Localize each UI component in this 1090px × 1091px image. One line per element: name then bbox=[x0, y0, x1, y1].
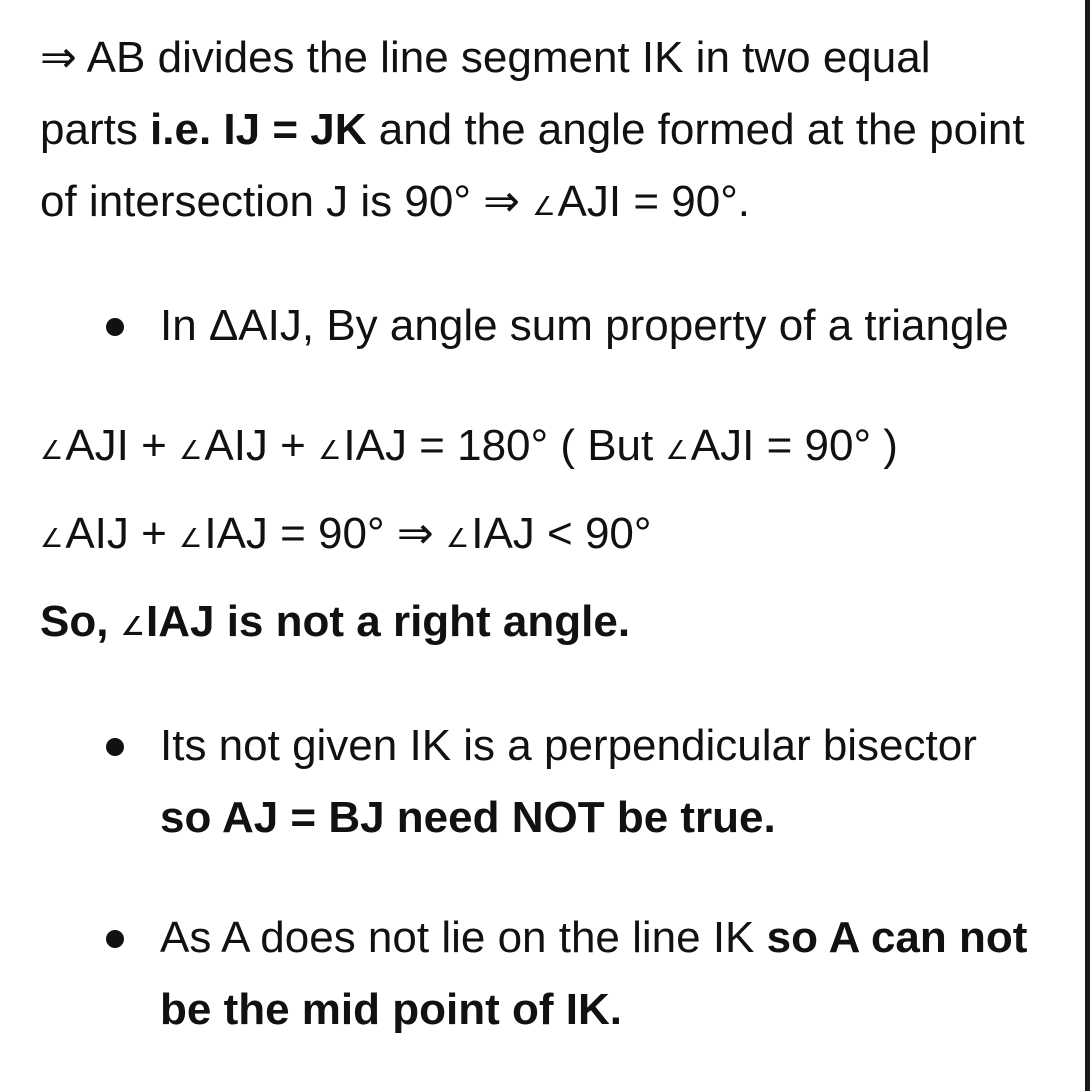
page-edge-rule bbox=[1085, 0, 1090, 1091]
angle-symbol: ∠ bbox=[318, 435, 342, 465]
bullet-text: Its not given IK is a perpendicular bisector bbox=[160, 721, 977, 770]
intro-text-3: AJI = 90°. bbox=[557, 177, 751, 226]
list-item bbox=[40, 710, 1040, 854]
bullet-list-2 bbox=[40, 710, 1040, 1046]
angle-symbol: ∠ bbox=[40, 435, 64, 465]
intro-text-2: and the angle formed at the point of intersection J is 90° ⇒ bbox=[40, 105, 1025, 226]
bullet-text: As A does not lie on the line IK bbox=[160, 913, 767, 962]
angle-symbol: ∠ bbox=[179, 523, 203, 553]
list-item bbox=[40, 290, 1040, 362]
angle-symbol: ∠ bbox=[179, 435, 203, 465]
angle-symbol: ∠ bbox=[445, 523, 470, 553]
angle-symbol: ∠ bbox=[120, 611, 144, 641]
equation-remaining-angles bbox=[40, 498, 1040, 574]
implies-arrow: ⇒ bbox=[40, 33, 77, 82]
bullet-text: In ΔAIJ, By angle sum property of a triangle bbox=[160, 301, 1009, 350]
bullet-bold-text: so AJ = BJ need NOT be true. bbox=[160, 793, 776, 842]
bullet-dot bbox=[106, 318, 124, 336]
intro-bold-ij-jk: i.e. IJ = JK bbox=[150, 105, 367, 154]
equation-part: AIJ + bbox=[204, 421, 319, 470]
equation-part: IAJ = 180° ( But bbox=[343, 421, 666, 470]
intro-paragraph bbox=[40, 22, 1040, 242]
equation-angle-sum bbox=[40, 410, 1040, 486]
equation-part: IAJ = 90° ⇒ bbox=[204, 509, 446, 558]
equation-part: AIJ + bbox=[65, 509, 180, 558]
conclusion-part: So, bbox=[40, 597, 121, 646]
bullet-bold-text: so A can not be the mid point of IK. bbox=[160, 913, 1028, 1034]
equation-part: AJI = 90° ) bbox=[690, 421, 898, 470]
conclusion-statement bbox=[40, 586, 1040, 662]
equation-part: IAJ < 90° bbox=[471, 509, 652, 558]
intro-text-1: AB divides the line segment IK in two equal parts bbox=[40, 33, 931, 154]
equation-part: AJI + bbox=[65, 421, 180, 470]
solution-document bbox=[40, 22, 1040, 1046]
bullet-dot bbox=[106, 930, 124, 948]
bullet-dot bbox=[106, 738, 124, 756]
conclusion-part: IAJ is not a right angle. bbox=[146, 597, 631, 646]
bullet-list-1 bbox=[40, 290, 1040, 362]
angle-symbol: ∠ bbox=[665, 435, 689, 465]
angle-symbol: ∠ bbox=[40, 523, 64, 553]
list-item bbox=[40, 902, 1040, 1046]
angle-symbol: ∠ bbox=[532, 191, 556, 221]
